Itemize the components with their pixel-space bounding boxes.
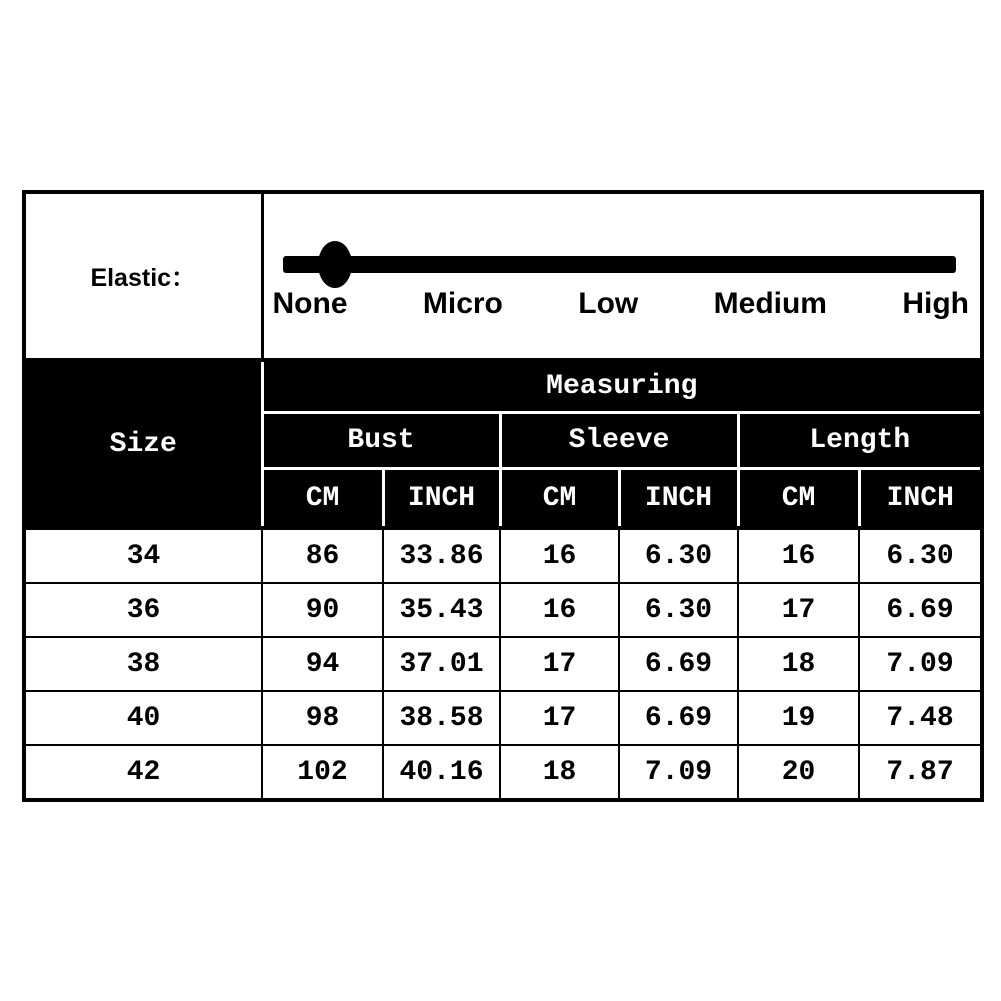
length-header: Length [738, 413, 982, 469]
slider-scale-labels [273, 287, 970, 320]
length-inch-header: INCH [859, 469, 982, 529]
value-cell: 20 [738, 745, 859, 800]
table-row [24, 691, 982, 745]
slider-label-micro: Micro [422, 287, 503, 320]
slider-label-low: Low [578, 287, 639, 320]
value-cell: 18 [738, 637, 859, 691]
value-cell: 16 [738, 528, 859, 583]
value-cell: 18 [500, 745, 619, 800]
value-cell: 7.48 [859, 691, 982, 745]
value-cell: 37.01 [383, 637, 500, 691]
value-cell: 98 [262, 691, 383, 745]
table-row [24, 745, 982, 800]
value-cell: 17 [500, 691, 619, 745]
value-cell: 16 [500, 583, 619, 637]
table-row [24, 637, 982, 691]
value-cell: 86 [262, 528, 383, 583]
measuring-group-header: Measuring [262, 360, 982, 413]
value-cell: 17 [738, 583, 859, 637]
table-row [24, 583, 982, 637]
value-cell: 6.30 [859, 528, 982, 583]
size-cell: 34 [24, 528, 262, 583]
elastic-scale-cell [262, 192, 982, 360]
elastic-label: Elastic： [24, 192, 262, 360]
value-cell: 94 [262, 637, 383, 691]
size-cell: 38 [24, 637, 262, 691]
bust-inch-header: INCH [383, 469, 500, 529]
value-cell: 7.09 [619, 745, 738, 800]
bust-cm-header: CM [262, 469, 383, 529]
value-cell: 7.87 [859, 745, 982, 800]
value-cell: 33.86 [383, 528, 500, 583]
value-cell: 6.30 [619, 528, 738, 583]
value-cell: 40.16 [383, 745, 500, 800]
value-cell: 19 [738, 691, 859, 745]
size-chart-panel [22, 190, 984, 802]
size-cell: 42 [24, 745, 262, 800]
elastic-slider [264, 194, 981, 358]
value-cell: 6.69 [859, 583, 982, 637]
size-cell: 36 [24, 583, 262, 637]
slider-track-bar [283, 256, 957, 273]
length-cm-header: CM [738, 469, 859, 529]
slider-knob-icon [318, 241, 352, 288]
bust-header: Bust [262, 413, 500, 469]
value-cell: 90 [262, 583, 383, 637]
value-cell: 7.09 [859, 637, 982, 691]
value-cell: 35.43 [383, 583, 500, 637]
table-row [24, 528, 982, 583]
size-cell: 40 [24, 691, 262, 745]
sleeve-cm-header: CM [500, 469, 619, 529]
slider-label-high: High [902, 287, 970, 320]
slider-label-none: None [272, 287, 348, 320]
value-cell: 17 [500, 637, 619, 691]
value-cell: 6.69 [619, 691, 738, 745]
value-cell: 102 [262, 745, 383, 800]
sleeve-header: Sleeve [500, 413, 738, 469]
value-cell: 6.30 [619, 583, 738, 637]
value-cell: 6.69 [619, 637, 738, 691]
slider-label-medium: Medium [713, 287, 827, 320]
sleeve-inch-header: INCH [619, 469, 738, 529]
value-cell: 38.58 [383, 691, 500, 745]
size-chart-table [22, 190, 984, 802]
size-column-header: Size [24, 360, 262, 528]
value-cell: 16 [500, 528, 619, 583]
